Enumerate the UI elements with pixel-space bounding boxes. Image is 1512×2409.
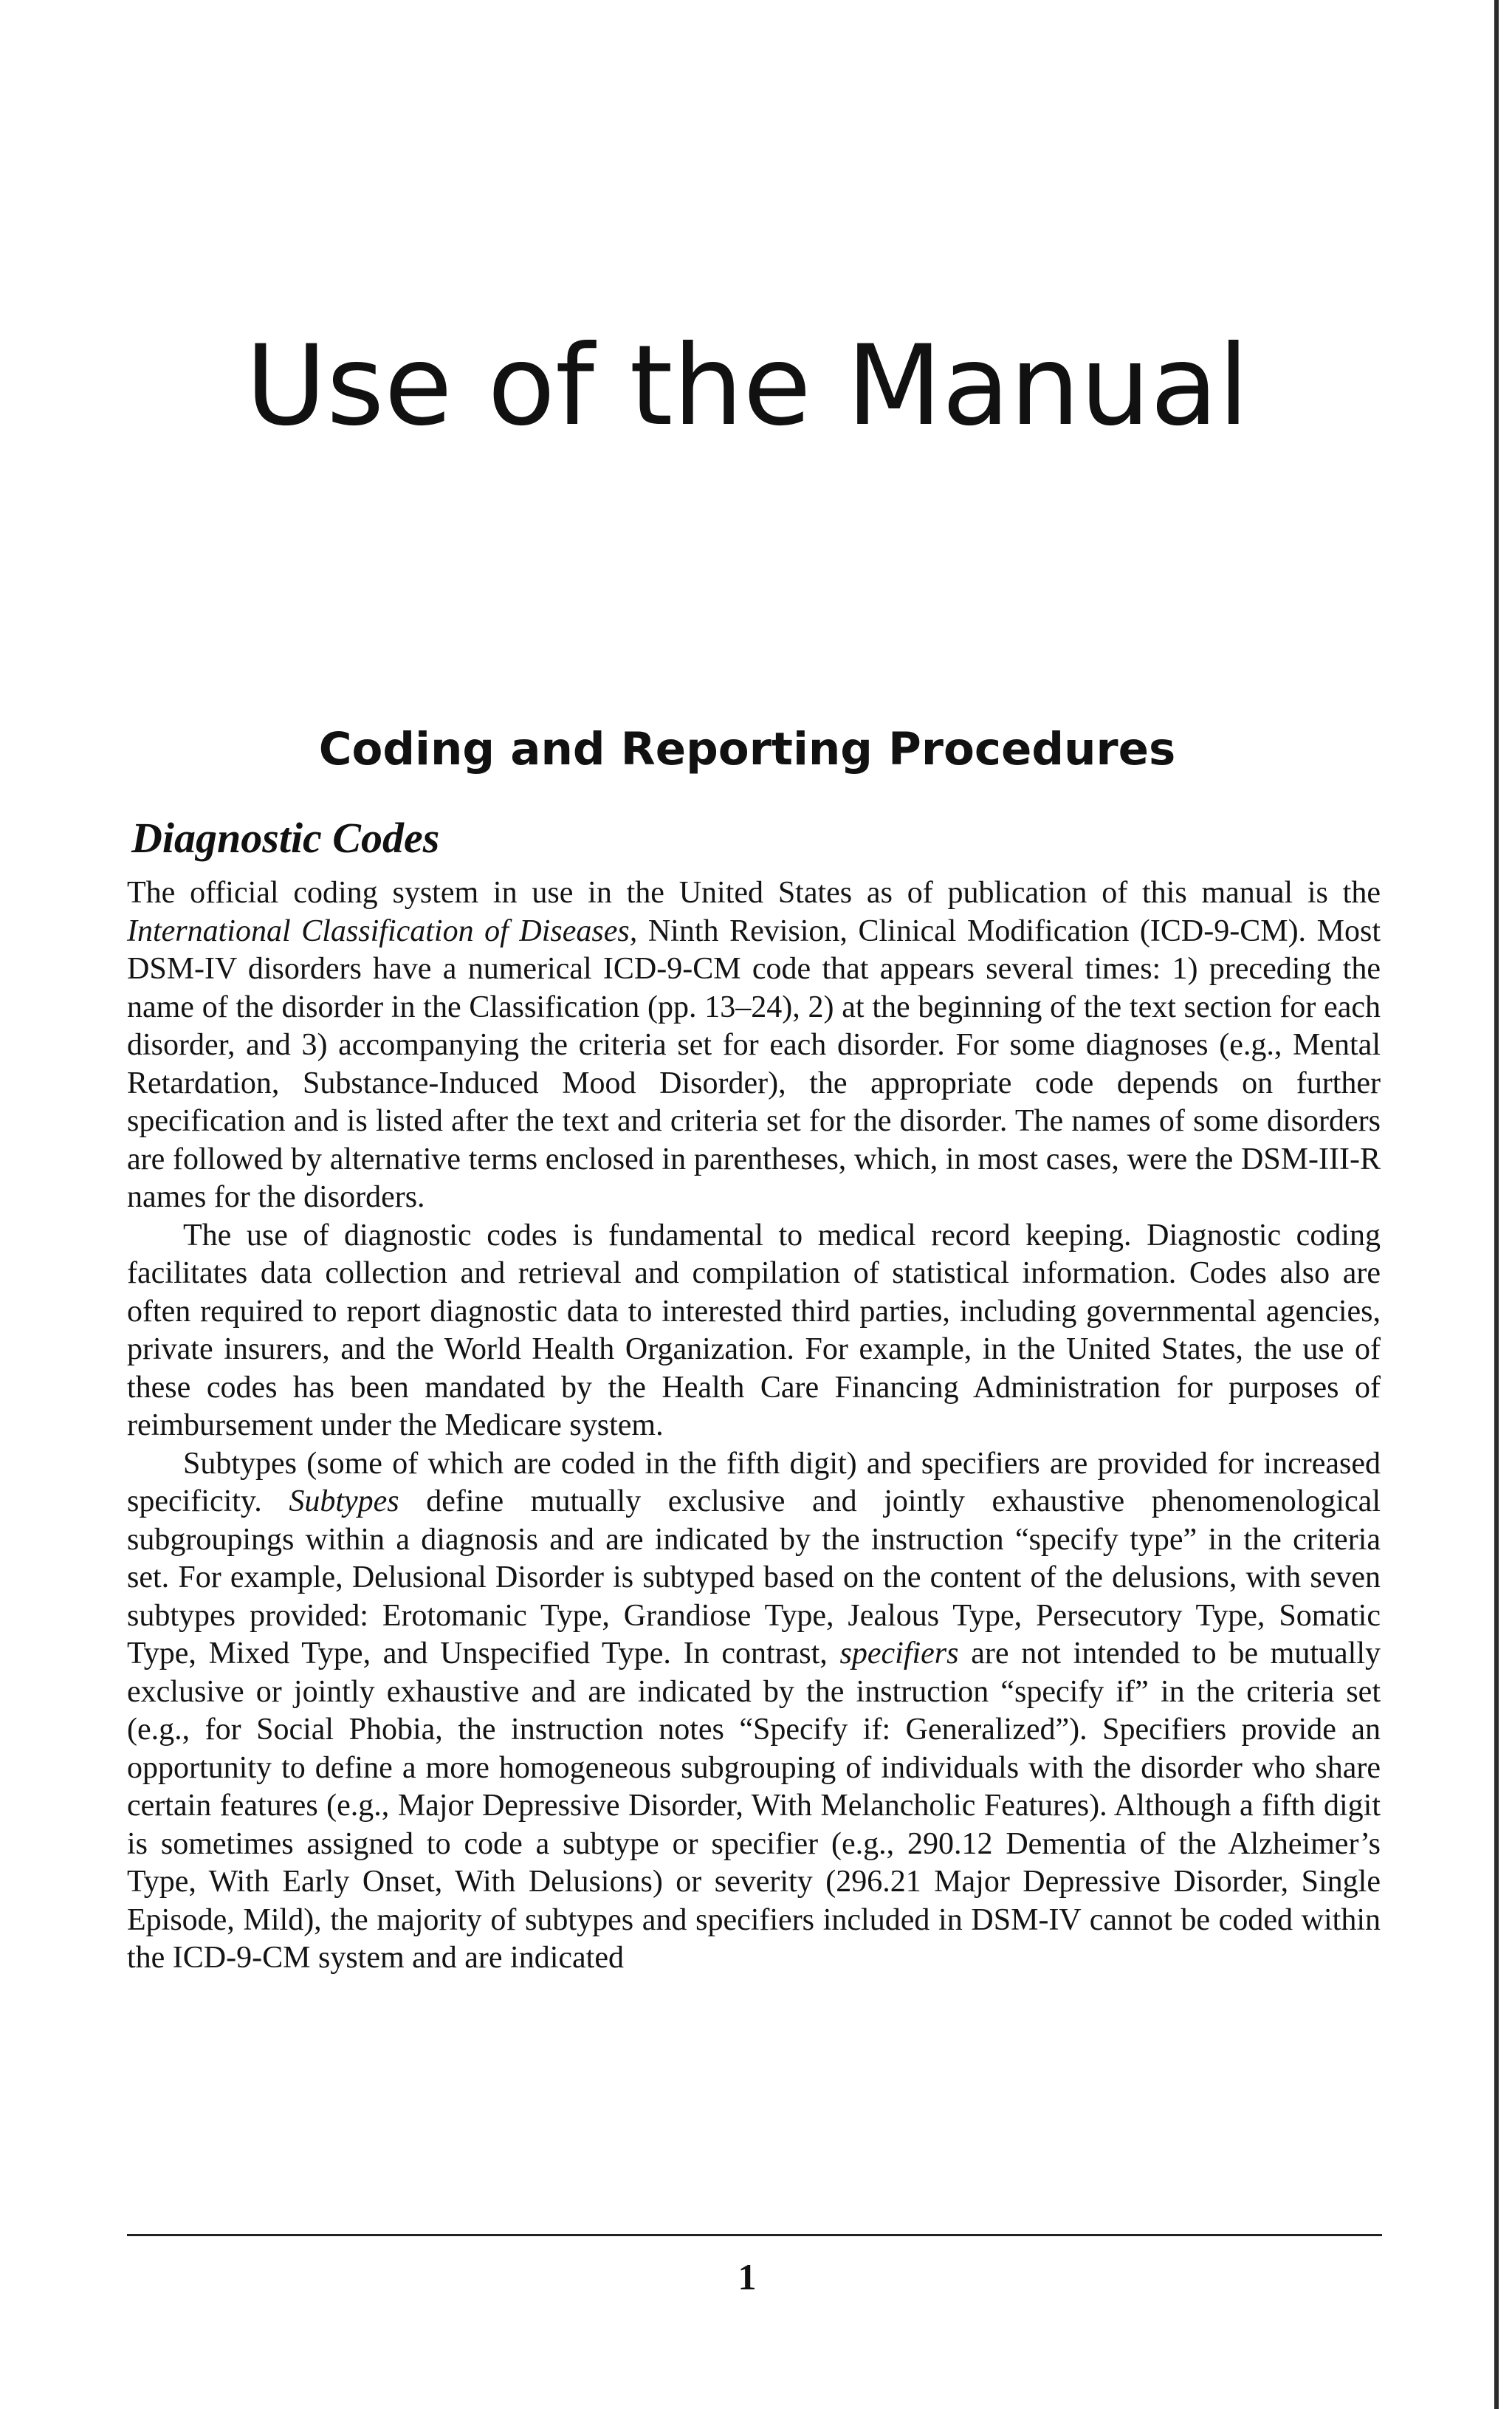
- paragraph-3-segment-5: are not intended to be mutually exclusive or jointly exhaustive and are indicated by the instruction “specify if” in the criteria set (e.g., for Social Phobia, the instruction notes “Specify if: Generalized”). Specifiers provide an opportunity to define a more homogeneous subgrouping of individuals with the disorder who share certain features (e.g., Major Depressive Disorder, With Melancholic Features). Although a fifth digit is sometimes assigned to code a subtype or specifier (e.g., 290.12 Dementia of the Alzheimer’s Type, With Early Onset, With Delusions) or severity (296.21 Major Depressive Disorder, Single Episode, Mild), the majority of subtypes and specifiers included in DSM-IV cannot be coded within the ICD-9-CM system and are indicated: [127, 1637, 1381, 1975]
- paragraph-1-segment-3: Ninth Revision, Clinical Modification (ICD-9-CM). Most DSM-IV disorders have a numerical ICD-9-CM code that appears several times: 1) preceding the name of the disorder in the Classification (pp. 13–24), 2) at the beginning of the text section for each disorder, and 3) accompanying the criteria set for each disorder. For some diagnoses (e.g., Mental Retardation, Substance-Induced Mood Disorder), the appropriate code depends on further specification and is listed after the text and criteria set for the disorder. The names of some disorders are followed by alternative terms enclosed in parentheses, which, in most cases, were the DSM-III-R names for the disorders.: [127, 914, 1381, 1214]
- paragraph-3-segment-3: define mutually exclusive and jointly exhaustive phenomenological subgroupings within a diagnosis and are indicated by the instruction “specify type” in the criteria set. For example, Delusional Disorder is subtyped based on the content of the delusions, with seven subtypes provided: Erotomanic Type, Grandiose Type, Jealous Type, Persecutory Type, Somatic Type, Mixed Type, and Unspecified Type. In contrast,: [127, 1484, 1381, 1670]
- paragraph-2: [127, 1217, 1381, 1445]
- paragraph-3: [127, 1445, 1381, 1978]
- paragraph-3-segment-2: Subtypes: [289, 1484, 399, 1518]
- paragraph-1-segment-1: The official coding system in use in the United States as of publication of this manual is the: [127, 876, 1381, 910]
- section-title: Coding and Reporting Procedures: [318, 723, 1176, 775]
- page-number: 1: [738, 2256, 757, 2297]
- paragraph-1: [127, 874, 1381, 1217]
- chapter-title: Use of the Manual: [245, 322, 1249, 450]
- subsection-title: Diagnostic Codes: [131, 814, 440, 862]
- body-text: [127, 874, 1381, 1978]
- footer-rule: [127, 2234, 1382, 2236]
- page-edge-line: [1494, 0, 1499, 2409]
- paragraph-2-segment-1: The use of diagnostic codes is fundamental to medical record keeping. Diagnostic coding facilitates data collection and retrieval and compilation of statistical information. Codes also are often required to report diagnostic data to interested third parties, including governmental agencies, private insurers, and the World Health Organization. For example, in the United States, the use of these codes has been mandated by the Health Care Financing Administration for purposes of reimbursement under the Medicare system.: [127, 1218, 1381, 1442]
- paragraph-3-segment-4: specifiers: [839, 1637, 959, 1670]
- paragraph-1-segment-2: International Classification of Diseases,: [127, 914, 638, 948]
- paragraph-3-segment-1: Subtypes (some of which are coded in the fifth digit) and specifiers are provided for increased specificity.: [127, 1446, 1381, 1518]
